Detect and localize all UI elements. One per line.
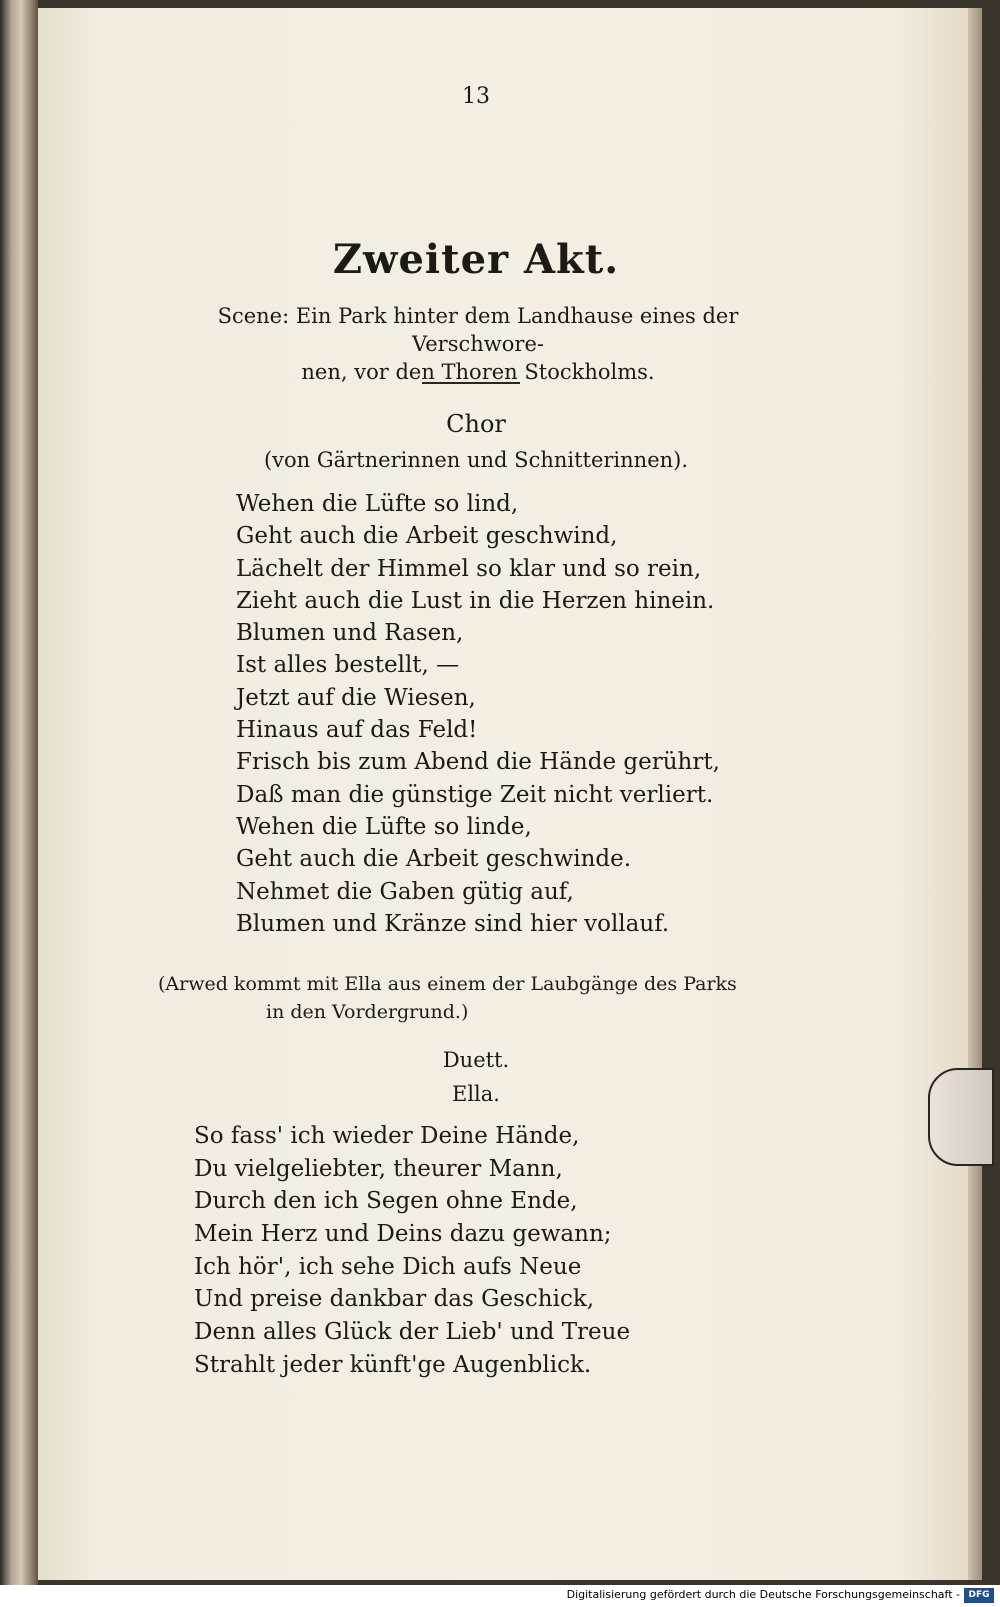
- dfg-logo: DFG: [964, 1588, 994, 1603]
- chorus-verse: [236, 488, 720, 940]
- verse-line: Wehen die Lüfte so linde,: [236, 813, 532, 840]
- verse-line: Nehmet die Gaben gütig auf,: [236, 878, 574, 905]
- verse-line: Und preise dankbar das Geschick,: [194, 1286, 595, 1313]
- verse-line: Ich hör', ich sehe Dich aufs Neue: [194, 1253, 582, 1280]
- stage-direction-line-2: in den Vordergrund.): [266, 1001, 469, 1023]
- verse-line: Strahlt jeder künft'ge Augenblick.: [194, 1351, 592, 1378]
- scene-line-1: Scene: Ein Park hinter dem Landhause eines der Verschwore-: [217, 304, 739, 356]
- verse-line: Geht auch die Arbeit geschwinde.: [236, 846, 632, 873]
- funding-credit: Digitalisierung gefördert durch die Deutsche Forschungsgemeinschaft -: [566, 1588, 960, 1601]
- chorus-subheading: (von Gärtnerinnen und Schnitterinnen).: [263, 448, 689, 472]
- stage-direction-line-1: (Arwed kommt mit Ella aus einem der Laubgänge des Parks: [158, 973, 737, 995]
- verse-line: Geht auch die Arbeit geschwind,: [236, 523, 618, 550]
- verse-line: Jetzt auf die Wiesen,: [236, 684, 476, 711]
- verse-line: Blumen und Rasen,: [236, 620, 464, 647]
- duet-verse: [194, 1120, 630, 1382]
- digitization-footer: [0, 1585, 1000, 1607]
- verse-line: Ist alles bestellt, —: [236, 652, 460, 679]
- duet-speaker: Ella.: [452, 1082, 500, 1106]
- verse-line: So fass' ich wieder Deine Hände,: [194, 1123, 580, 1149]
- verse-line: Mein Herz und Deins dazu gewann;: [194, 1221, 612, 1248]
- chorus-heading: Chor: [446, 410, 506, 438]
- verse-line: Zieht auch die Lust in die Herzen hinein.: [236, 587, 715, 614]
- scene-description: [150, 302, 806, 386]
- verse-line: Denn alles Glück der Lieb' und Treue: [194, 1319, 631, 1346]
- duet-heading: Duett.: [442, 1048, 510, 1072]
- verse-line: Blumen und Kränze sind hier vollauf.: [236, 910, 670, 937]
- verse-line: Wehen die Lüfte so lind,: [236, 491, 519, 517]
- verse-line: Du vielgeliebter, theurer Mann,: [194, 1155, 563, 1182]
- verse-line: Frisch bis zum Abend die Hände gerührt,: [236, 749, 720, 776]
- verse-line: Lächelt der Himmel so klar und so rein,: [236, 555, 702, 582]
- scene-line-2: nen, vor den Thoren Stockholms.: [301, 360, 655, 384]
- verse-line: Daß man die günstige Zeit nicht verliert.: [236, 781, 714, 808]
- verse-line: Durch den ich Segen ohne Ende,: [194, 1188, 578, 1215]
- page-number: 13: [462, 84, 490, 109]
- stage-direction: [158, 970, 798, 1026]
- verse-line: Hinaus auf das Feld!: [236, 717, 478, 744]
- act-title: Zweiter Akt.: [332, 236, 620, 283]
- section-divider: [422, 382, 520, 384]
